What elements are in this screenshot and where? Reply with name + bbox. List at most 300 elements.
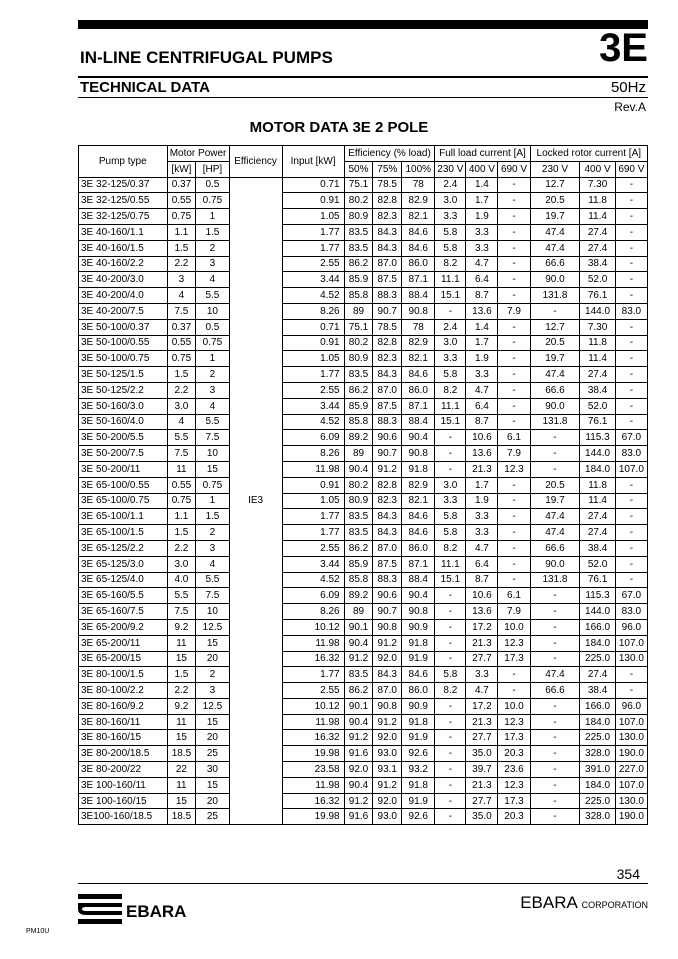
table-row: [79, 777, 648, 793]
table-cell: 90.7: [373, 303, 402, 319]
table-cell: 0.75: [196, 193, 229, 209]
table-cell: -: [615, 367, 647, 383]
table-cell: 21.3: [466, 714, 498, 730]
table-cell: 8.2: [435, 382, 466, 398]
table-cell: 3: [196, 540, 229, 556]
table-cell: -: [615, 556, 647, 572]
table-cell: 80.9: [344, 493, 373, 509]
table-cell: 131.8: [530, 414, 580, 430]
table-cell: 3E 80-160/9.2: [79, 698, 168, 714]
table-cell: 27.4: [580, 367, 615, 383]
table-cell: 67.0: [615, 588, 647, 604]
table-cell: -: [498, 525, 530, 541]
col-lr-230: 230 V: [530, 161, 580, 177]
col-eff-load: Efficiency (% load): [344, 146, 435, 162]
table-cell: -: [435, 746, 466, 762]
table-cell: 90.8: [402, 303, 435, 319]
table-cell: 5.5: [167, 430, 196, 446]
table-cell: 1.77: [282, 224, 344, 240]
table-cell: 3E 50-200/5.5: [79, 430, 168, 446]
table-cell: 90.8: [373, 619, 402, 635]
table-cell: 27.7: [466, 651, 498, 667]
table-cell: 3.44: [282, 272, 344, 288]
table-cell: 27.4: [580, 667, 615, 683]
table-row: [79, 556, 648, 572]
col-fl-230: 230 V: [435, 161, 466, 177]
table-cell: 8.7: [466, 288, 498, 304]
table-cell: 93.2: [402, 762, 435, 778]
table-cell: 15: [196, 714, 229, 730]
table-cell: -: [435, 809, 466, 825]
table-cell: 91.2: [344, 793, 373, 809]
table-cell: 9.2: [167, 619, 196, 635]
table-cell: 82.8: [373, 477, 402, 493]
table-cell: 88.4: [402, 414, 435, 430]
table-cell: 11.1: [435, 556, 466, 572]
col-motor-power: Motor Power: [167, 146, 229, 162]
table-cell: 23.58: [282, 762, 344, 778]
table-cell: -: [498, 272, 530, 288]
table-cell: 3: [196, 683, 229, 699]
table-cell: 18.5: [167, 746, 196, 762]
table-cell: 0.91: [282, 193, 344, 209]
table-cell: 75.1: [344, 319, 373, 335]
table-cell: 8.7: [466, 572, 498, 588]
table-cell: -: [615, 272, 647, 288]
table-cell: 91.8: [402, 777, 435, 793]
table-cell: 1.5: [167, 367, 196, 383]
table-cell: 1.77: [282, 240, 344, 256]
table-cell: 107.0: [615, 461, 647, 477]
table-cell: 328.0: [580, 809, 615, 825]
table-cell: -: [435, 793, 466, 809]
table-cell: 47.4: [530, 525, 580, 541]
table-cell: 6.1: [498, 430, 530, 446]
table-cell: 3.3: [466, 667, 498, 683]
motor-data-table: [78, 145, 648, 825]
table-cell: -: [435, 762, 466, 778]
table-cell: 5.8: [435, 224, 466, 240]
table-cell: 47.4: [530, 509, 580, 525]
divider: [78, 883, 648, 884]
table-cell: 27.4: [580, 525, 615, 541]
table-cell: 8.2: [435, 683, 466, 699]
table-cell: 1: [196, 493, 229, 509]
table-cell: 1.5: [167, 525, 196, 541]
table-cell: -: [435, 698, 466, 714]
table-cell: 3E 80-200/22: [79, 762, 168, 778]
table-cell: 11.98: [282, 461, 344, 477]
table-cell: 91.9: [402, 730, 435, 746]
table-cell: 91.8: [402, 461, 435, 477]
frequency-label: 50Hz: [610, 79, 646, 96]
table-cell: 82.3: [373, 209, 402, 225]
table-cell: 87.5: [373, 556, 402, 572]
table-cell: 35.0: [466, 746, 498, 762]
table-cell: 2.2: [167, 540, 196, 556]
table-cell: 0.55: [167, 335, 196, 351]
table-cell: 16.32: [282, 730, 344, 746]
table-cell: 0.75: [167, 493, 196, 509]
table-cell: -: [498, 351, 530, 367]
table-cell: 20.3: [498, 809, 530, 825]
table-cell: 184.0: [580, 635, 615, 651]
table-cell: 3E 80-160/15: [79, 730, 168, 746]
table-cell: 3.44: [282, 398, 344, 414]
table-cell: 27.4: [580, 509, 615, 525]
table-cell: 84.6: [402, 240, 435, 256]
table-cell: 3E 40-200/3.0: [79, 272, 168, 288]
table-cell: 3E 80-160/11: [79, 714, 168, 730]
table-cell: 92.0: [373, 730, 402, 746]
table-cell: 4.52: [282, 288, 344, 304]
table-cell: 10.6: [466, 430, 498, 446]
table-cell: 15.1: [435, 414, 466, 430]
table-cell: 3.0: [167, 556, 196, 572]
table-cell: -: [435, 651, 466, 667]
table-cell: 8.2: [435, 540, 466, 556]
table-cell: 75.1: [344, 177, 373, 193]
table-cell: 225.0: [580, 730, 615, 746]
table-cell: 90.6: [373, 588, 402, 604]
table-cell: 0.75: [167, 209, 196, 225]
table-cell: 11.8: [580, 477, 615, 493]
table-cell: 87.0: [373, 540, 402, 556]
table-cell: 22: [167, 762, 196, 778]
col-fl-690: 690 V: [498, 161, 530, 177]
table-cell: 83.5: [344, 667, 373, 683]
table-cell: 10.6: [466, 588, 498, 604]
table-cell: 90.0: [530, 398, 580, 414]
table-cell: 91.2: [344, 651, 373, 667]
table-cell: -: [498, 319, 530, 335]
table-cell: 10.12: [282, 698, 344, 714]
table-cell: 90.8: [402, 604, 435, 620]
table-cell: 8.7: [466, 414, 498, 430]
table-cell: 0.37: [167, 319, 196, 335]
table-cell: 3E 50-125/1.5: [79, 367, 168, 383]
table-cell: -: [498, 224, 530, 240]
table-cell: 11.4: [580, 209, 615, 225]
table-cell: 27.7: [466, 793, 498, 809]
table-cell: 86.0: [402, 256, 435, 272]
corp-name: EBARA: [520, 893, 577, 912]
table-cell: 82.3: [373, 351, 402, 367]
table-cell: -: [498, 209, 530, 225]
table-cell: 86.2: [344, 256, 373, 272]
table-row: [79, 335, 648, 351]
table-cell: -: [498, 556, 530, 572]
table-cell: 6.4: [466, 272, 498, 288]
table-cell: 91.9: [402, 651, 435, 667]
table-row: [79, 635, 648, 651]
table-cell: 4.7: [466, 256, 498, 272]
table-cell: -: [615, 540, 647, 556]
table-cell: -: [530, 651, 580, 667]
table-cell: 5.8: [435, 240, 466, 256]
table-cell: 92.6: [402, 746, 435, 762]
divider: [78, 76, 648, 78]
table-cell: 93.0: [373, 809, 402, 825]
table-cell: 12.7: [530, 319, 580, 335]
page-title: IN-LINE CENTRIFUGAL PUMPS: [80, 48, 333, 67]
table-cell: 7.5: [196, 588, 229, 604]
table-cell: 87.1: [402, 272, 435, 288]
table-cell: 8.26: [282, 303, 344, 319]
table-cell: 83.5: [344, 509, 373, 525]
table-cell: 0.5: [196, 177, 229, 193]
table-cell: 85.9: [344, 556, 373, 572]
table-cell: 86.2: [344, 683, 373, 699]
table-cell: 83.5: [344, 525, 373, 541]
table-cell: 52.0: [580, 398, 615, 414]
table-cell: -: [498, 414, 530, 430]
table-cell: -: [435, 619, 466, 635]
table-cell: 80.2: [344, 193, 373, 209]
table-cell: -: [615, 398, 647, 414]
table-cell: 115.3: [580, 430, 615, 446]
table-cell: -: [435, 303, 466, 319]
table-cell: -: [435, 430, 466, 446]
table-cell: 2.55: [282, 683, 344, 699]
table-cell: -: [498, 335, 530, 351]
table-cell: 86.2: [344, 540, 373, 556]
table-cell: 19.7: [530, 351, 580, 367]
table-cell: -: [530, 762, 580, 778]
table-cell: 3E 65-125/4.0: [79, 572, 168, 588]
table-row: [79, 319, 648, 335]
table-cell: -: [615, 177, 647, 193]
table-cell: 82.1: [402, 351, 435, 367]
table-cell: 2.55: [282, 256, 344, 272]
table-cell: -: [615, 414, 647, 430]
table-cell: 92.0: [373, 651, 402, 667]
col-hp: [HP]: [196, 161, 229, 177]
table-cell: 78.5: [373, 319, 402, 335]
table-cell: 19.7: [530, 209, 580, 225]
table-cell: 83.5: [344, 367, 373, 383]
col-input: Input [kW]: [282, 146, 344, 178]
top-bar: [78, 20, 648, 29]
table-cell: 1.05: [282, 209, 344, 225]
table-row: [79, 477, 648, 493]
table-cell: 84.3: [373, 224, 402, 240]
table-cell: 3.0: [435, 193, 466, 209]
table-cell: 7.5: [196, 430, 229, 446]
table-cell: 30: [196, 762, 229, 778]
table-cell: 166.0: [580, 698, 615, 714]
table-cell: 3: [167, 272, 196, 288]
table-cell: 66.6: [530, 256, 580, 272]
table-cell: 11: [167, 777, 196, 793]
table-cell: 20.3: [498, 746, 530, 762]
table-cell: 5.8: [435, 525, 466, 541]
table-cell: 1.7: [466, 193, 498, 209]
table-cell: 87.1: [402, 556, 435, 572]
table-cell: -: [615, 256, 647, 272]
table-row: [79, 540, 648, 556]
col-lr-690: 690 V: [615, 161, 647, 177]
table-cell: 4.52: [282, 414, 344, 430]
table-cell: 90.1: [344, 698, 373, 714]
table-cell: 3.44: [282, 556, 344, 572]
table-cell: 3E 65-200/9.2: [79, 619, 168, 635]
table-cell: 2: [196, 525, 229, 541]
table-cell: -: [530, 461, 580, 477]
table-cell: 1.5: [196, 509, 229, 525]
table-cell: -: [498, 398, 530, 414]
table-cell: 5.5: [196, 414, 229, 430]
table-cell: 85.9: [344, 398, 373, 414]
table-cell: 2: [196, 667, 229, 683]
table-cell: 90.6: [373, 430, 402, 446]
table-cell: -: [435, 714, 466, 730]
table-cell: 47.4: [530, 367, 580, 383]
table-cell: 1.5: [167, 240, 196, 256]
table-cell: 1.05: [282, 351, 344, 367]
table-cell: 3.3: [435, 351, 466, 367]
table-cell: 3E 50-200/11: [79, 461, 168, 477]
table-cell: 47.4: [530, 667, 580, 683]
table-cell: -: [615, 493, 647, 509]
table-cell: -: [435, 730, 466, 746]
table-cell: 3E 100-160/11: [79, 777, 168, 793]
table-cell: 17.2: [466, 698, 498, 714]
table-cell: 144.0: [580, 446, 615, 462]
table-row: [79, 272, 648, 288]
table-cell: 7.30: [580, 319, 615, 335]
model-code: 3E: [599, 26, 648, 70]
table-cell: -: [530, 635, 580, 651]
table-cell: 15.1: [435, 572, 466, 588]
table-cell: 21.3: [466, 777, 498, 793]
table-cell: 38.4: [580, 382, 615, 398]
table-cell: 3.3: [435, 209, 466, 225]
table-cell: 83.5: [344, 224, 373, 240]
table-cell: 3E 65-125/3.0: [79, 556, 168, 572]
table-row: [79, 430, 648, 446]
table-cell: 82.8: [373, 193, 402, 209]
table-cell: 225.0: [580, 793, 615, 809]
table-cell: 84.6: [402, 509, 435, 525]
table-cell: 3E 65-100/1.1: [79, 509, 168, 525]
table-cell: -: [615, 683, 647, 699]
table-cell: 7.9: [498, 446, 530, 462]
table-cell: 93.1: [373, 762, 402, 778]
table-cell: 328.0: [580, 746, 615, 762]
table-cell: 7.9: [498, 303, 530, 319]
table-row: [79, 256, 648, 272]
table-cell: 89.2: [344, 588, 373, 604]
table-cell: 90.4: [344, 714, 373, 730]
table-cell: 90.4: [402, 588, 435, 604]
table-cell: 6.1: [498, 588, 530, 604]
table-cell: 38.4: [580, 683, 615, 699]
table-cell: -: [615, 193, 647, 209]
table-cell: 0.75: [196, 335, 229, 351]
table-cell: 10: [196, 303, 229, 319]
doc-code: PM10U: [26, 928, 50, 935]
table-cell: 38.4: [580, 540, 615, 556]
col-fl-400: 400 V: [466, 161, 498, 177]
table-cell: 21.3: [466, 635, 498, 651]
table-row: [79, 177, 648, 193]
table-cell: 5.8: [435, 667, 466, 683]
table-cell: -: [498, 193, 530, 209]
table-row: [79, 509, 648, 525]
table-cell: -: [498, 572, 530, 588]
table-cell: 12.7: [530, 177, 580, 193]
table-cell: 87.0: [373, 683, 402, 699]
table-row: [79, 382, 648, 398]
table-cell: -: [498, 177, 530, 193]
table-cell: 39.7: [466, 762, 498, 778]
table-cell: 85.8: [344, 572, 373, 588]
table-cell: 115.3: [580, 588, 615, 604]
table-cell: 15: [167, 651, 196, 667]
table-cell: 84.3: [373, 525, 402, 541]
table-cell: 18.5: [167, 809, 196, 825]
table-cell: 11.98: [282, 714, 344, 730]
table-cell: 3E 50-125/2.2: [79, 382, 168, 398]
table-cell: 10.12: [282, 619, 344, 635]
table-cell: 85.9: [344, 272, 373, 288]
table-cell: -: [530, 698, 580, 714]
table-row: [79, 224, 648, 240]
table-cell: 86.0: [402, 540, 435, 556]
table-cell: 0.55: [167, 477, 196, 493]
table-cell: 1.7: [466, 335, 498, 351]
table-cell: 3.3: [435, 493, 466, 509]
table-cell: 6.09: [282, 588, 344, 604]
table-cell: 3E 65-160/7.5: [79, 604, 168, 620]
table-row: [79, 414, 648, 430]
table-cell: 86.0: [402, 382, 435, 398]
table-cell: 88.3: [373, 288, 402, 304]
table-cell: 80.9: [344, 209, 373, 225]
table-cell: 0.91: [282, 477, 344, 493]
table-cell: -: [530, 809, 580, 825]
table-cell: 88.3: [373, 414, 402, 430]
table-cell: 84.3: [373, 240, 402, 256]
table-cell: 82.9: [402, 193, 435, 209]
table-cell: 90.1: [344, 619, 373, 635]
table-cell: 3.3: [466, 509, 498, 525]
table-cell: 17.3: [498, 651, 530, 667]
table-cell: 91.6: [344, 746, 373, 762]
table-cell: 5.8: [435, 509, 466, 525]
table-cell: 0.71: [282, 319, 344, 335]
table-cell: 87.0: [373, 256, 402, 272]
table-cell: 90.4: [344, 635, 373, 651]
table-cell: -: [530, 730, 580, 746]
table-cell: 90.9: [402, 619, 435, 635]
table-cell: 90.4: [344, 461, 373, 477]
table-cell: 10: [196, 446, 229, 462]
table-cell: 66.6: [530, 540, 580, 556]
table-cell: -: [530, 714, 580, 730]
table-cell: 7.5: [167, 604, 196, 620]
table-cell: 90.0: [530, 556, 580, 572]
table-row: [79, 604, 648, 620]
table-cell: -: [615, 288, 647, 304]
table-cell: 92.0: [344, 762, 373, 778]
table-cell: 89: [344, 446, 373, 462]
table-cell: 1.4: [466, 319, 498, 335]
table-cell: 84.6: [402, 525, 435, 541]
table-cell: 87.1: [402, 398, 435, 414]
table-cell: 107.0: [615, 714, 647, 730]
